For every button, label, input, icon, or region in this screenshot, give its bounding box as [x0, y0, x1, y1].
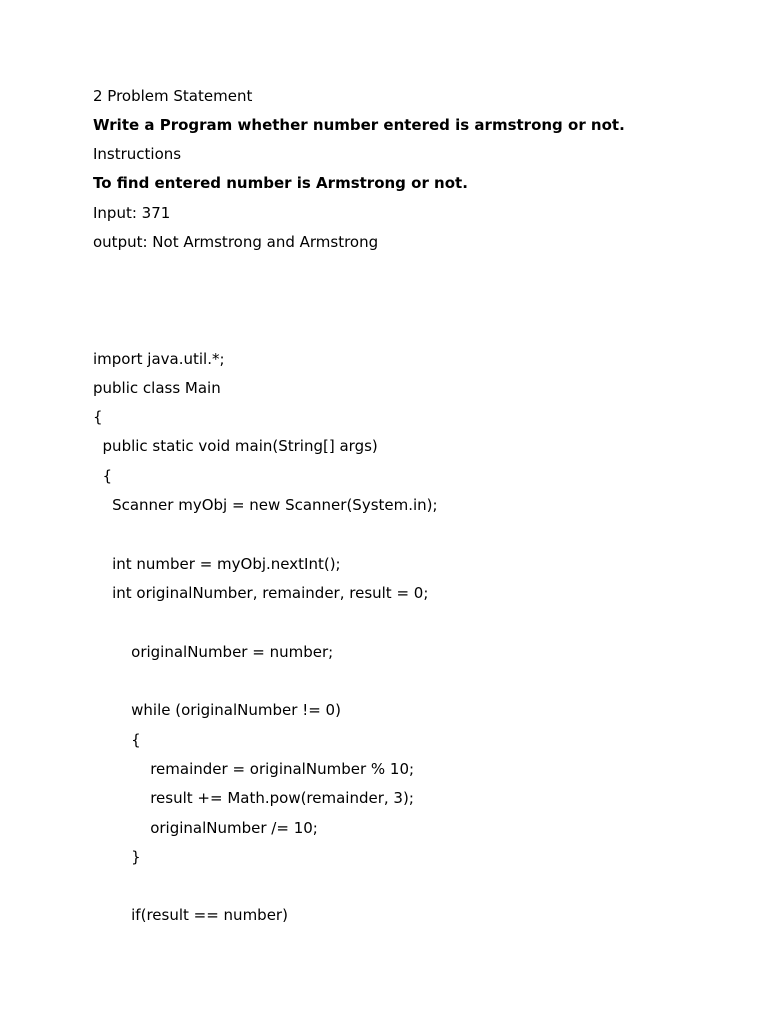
code-line: import java.util.*;	[93, 350, 225, 368]
code-line: {	[93, 467, 113, 485]
output-line: output: Not Armstrong and Armstrong	[93, 233, 379, 251]
code-line: Scanner myObj = new Scanner(System.in);	[93, 496, 438, 514]
code-line: {	[93, 408, 103, 426]
code-line: result += Math.pow(remainder, 3);	[93, 789, 414, 807]
code-line: remainder = originalNumber % 10;	[93, 760, 415, 778]
task-statement: Write a Program whether number entered is armstrong or not.	[93, 116, 625, 134]
code-line: if(result == number)	[93, 906, 288, 924]
code-line: int number = myObj.nextInt();	[93, 555, 341, 573]
section-title: 2 Problem Statement	[93, 87, 253, 105]
code-line: originalNumber /= 10;	[93, 819, 318, 837]
code-line: public static void main(String[] args)	[93, 437, 378, 455]
code-line: {	[93, 731, 141, 749]
instructions-label: Instructions	[93, 145, 182, 163]
code-line: int originalNumber, remainder, result = 0;	[93, 584, 429, 602]
input-line: Input: 371	[93, 204, 171, 222]
code-line: while (originalNumber != 0)	[93, 701, 341, 719]
code-line: public class Main	[93, 379, 221, 397]
code-line: originalNumber = number;	[93, 643, 334, 661]
instructions-text: To find entered number is Armstrong or not.	[93, 174, 468, 192]
code-line: }	[93, 848, 141, 866]
